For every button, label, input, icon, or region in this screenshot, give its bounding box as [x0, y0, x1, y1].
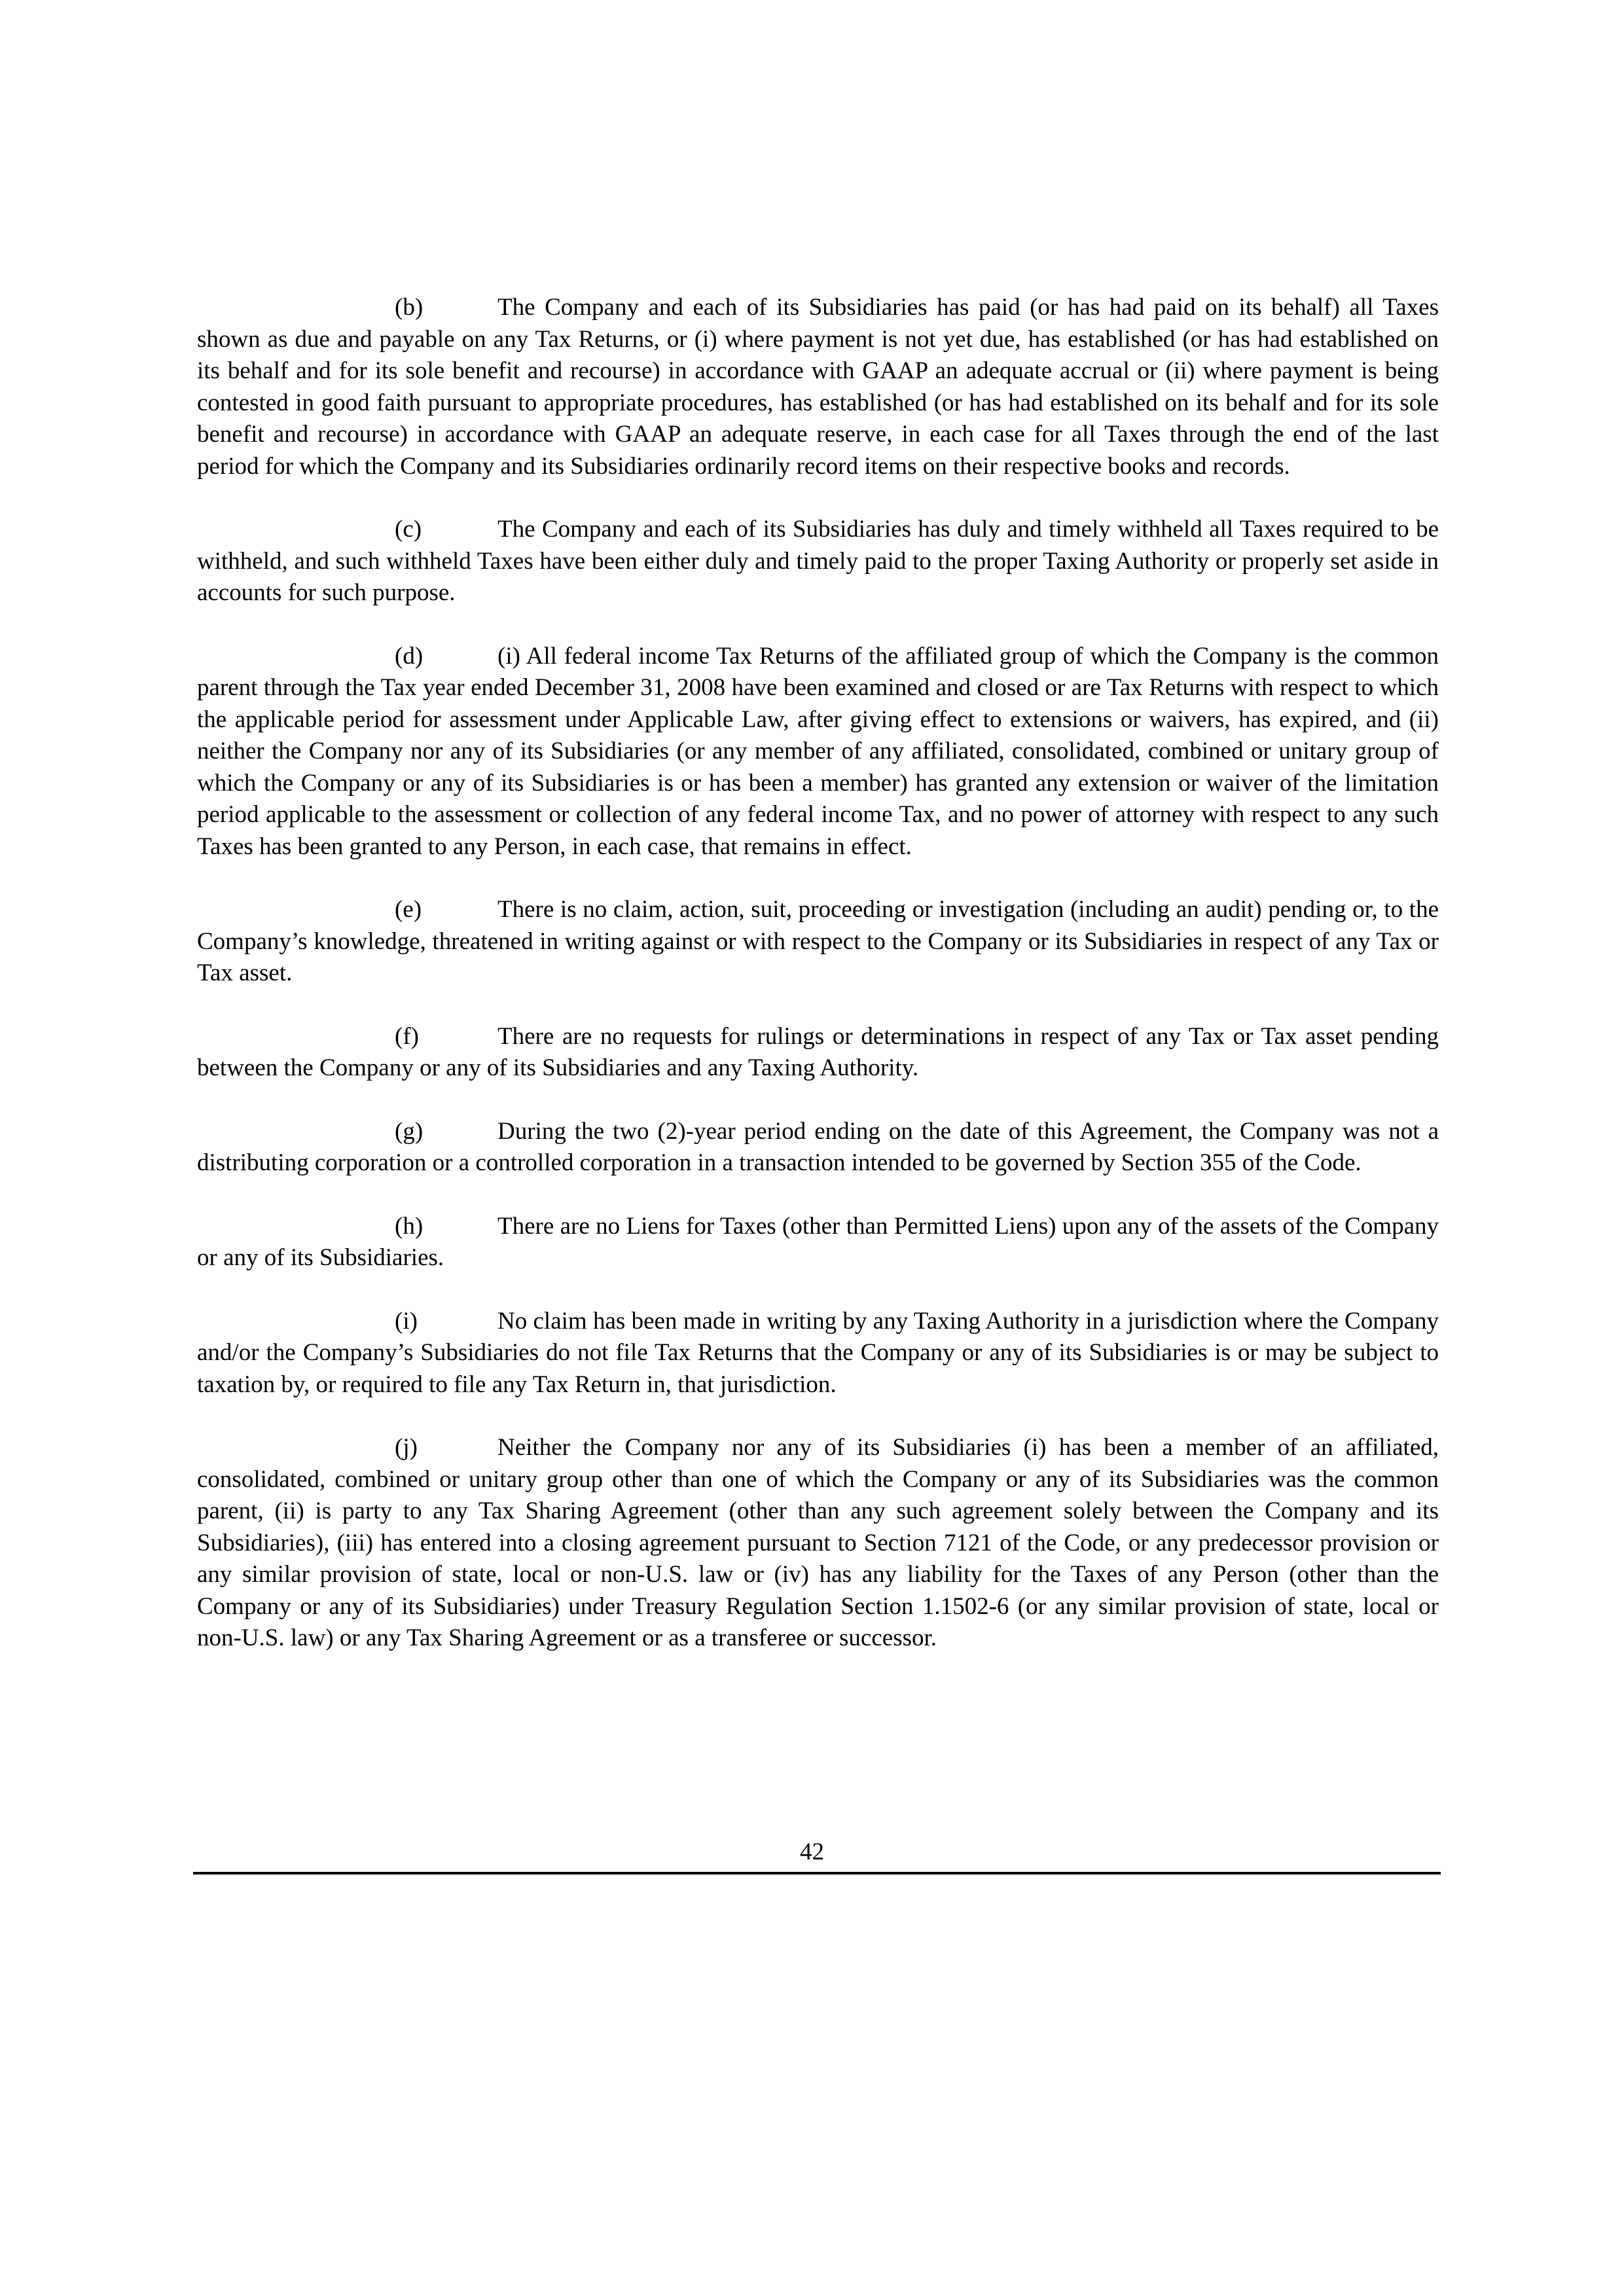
paragraph-label: (d) [395, 642, 424, 670]
paragraph-text: No claim has been made in writing by any Taxing Authority in a jurisdiction where the Company and/or the Company’s Subsidiaries do not file Tax Returns that the Company or any of its Subsidiaries is or may be subject to taxation by, or required to file any Tax Return in, that jurisdiction. [197, 1307, 1439, 1398]
paragraph-e [197, 894, 1439, 990]
paragraph-text: The Company and each of its Subsidiaries has duly and timely withheld all Taxes required to be withheld, and such withheld Taxes have been either duly and timely paid to the proper Taxing Authority or properly set aside in accounts for such purpose. [197, 516, 1439, 606]
paragraph-label: (f) [395, 1022, 419, 1050]
paragraph-d [197, 641, 1439, 863]
document-body [197, 292, 1439, 1655]
paragraph-j [197, 1432, 1439, 1655]
paragraph-f [197, 1021, 1439, 1085]
paragraph-b [197, 292, 1439, 482]
paragraph-c [197, 514, 1439, 609]
paragraph-label: (h) [395, 1212, 424, 1240]
paragraph-g [197, 1116, 1439, 1179]
paragraph-h [197, 1211, 1439, 1274]
paragraph-label: (b) [395, 294, 424, 321]
footer-rule [193, 1872, 1441, 1874]
paragraph-text: The Company and each of its Subsidiaries has paid (or has had paid on its behalf) all Taxes shown as due and payable on any Tax Returns, or (i) where payment is not yet due, has established (or has had established on its behalf and for its sole benefit and recourse) in accordance with GAAP an adequate accrual or (ii) where payment is being contested in good faith pursuant to appropriate procedures, has established (or has had established on its behalf and for its sole benefit and recourse) in accordance with GAAP an adequate reserve, in each case for all Taxes through the end of the last period for which the Company and its Subsidiaries ordinarily record items on their respective books and records. [197, 294, 1439, 480]
paragraph-label: (e) [395, 896, 422, 923]
paragraph-i [197, 1306, 1439, 1401]
paragraph-text: There are no Liens for Taxes (other than Permitted Liens) upon any of the assets of the Company or any of its Subsidiaries. [197, 1212, 1439, 1271]
paragraph-text: There is no claim, action, suit, proceeding or investigation (including an audit) pending or, to the Company’s knowledge, threatened in writing against or with respect to the Company or its Subsidiaries in respect of any Tax or Tax asset. [197, 896, 1439, 986]
paragraph-text: There are no requests for rulings or determinations in respect of any Tax or Tax asset pending between the Company or any of its Subsidiaries and any Taxing Authority. [197, 1022, 1439, 1081]
paragraph-text: Neither the Company nor any of its Subsidiaries (i) has been a member of an affiliated, consolidated, combined or unitary group other than one of which the Company or any of its Subsidiaries was the common parent, (ii) is party to any Tax Sharing Agreement (other than any such agreement solely between the Company and its Subsidiaries), (iii) has entered into a closing agreement pursuant to Section 7121 of the Code, or any predecessor provision or any similar provision of state, local or non-U.S. law or (iv) has any liability for the Taxes of any Person (other than the Company or any of its Subsidiaries) under Treasury Regulation Section 1.1502-6 (or any similar provision of state, local or non-U.S. law) or any Tax Sharing Agreement or as a transferee or successor. [197, 1434, 1439, 1651]
paragraph-label: (c) [395, 516, 422, 543]
paragraph-text: (i) All federal income Tax Returns of the affiliated group of which the Company is the common parent through the Tax year ended December 31, 2008 have been examined and closed or are Tax Returns with respect to which the applicable period for assessment under Applicable Law, after giving effect to extensions or waivers, has expired, and (ii) neither the Company nor any of its Subsidiaries (or any member of any affiliated, consolidated, combined or unitary group of which the Company or any of its Subsidiaries is or has been a member) has granted any extension or waiver of the limitation period applicable to the assessment or collection of any federal income Tax, and no power of attorney with respect to any such Taxes has been granted to any Person, in each case, that remains in effect. [197, 642, 1439, 860]
paragraph-text: During the two (2)-year period ending on the date of this Agreement, the Company was not a distributing corporation or a controlled corporation in a transaction intended to be governed by Section 355 of the Code. [197, 1117, 1439, 1176]
paragraph-label: (j) [395, 1434, 418, 1461]
page-number: 42 [800, 1839, 824, 1865]
paragraph-label: (g) [395, 1117, 424, 1145]
paragraph-label: (i) [395, 1307, 418, 1335]
